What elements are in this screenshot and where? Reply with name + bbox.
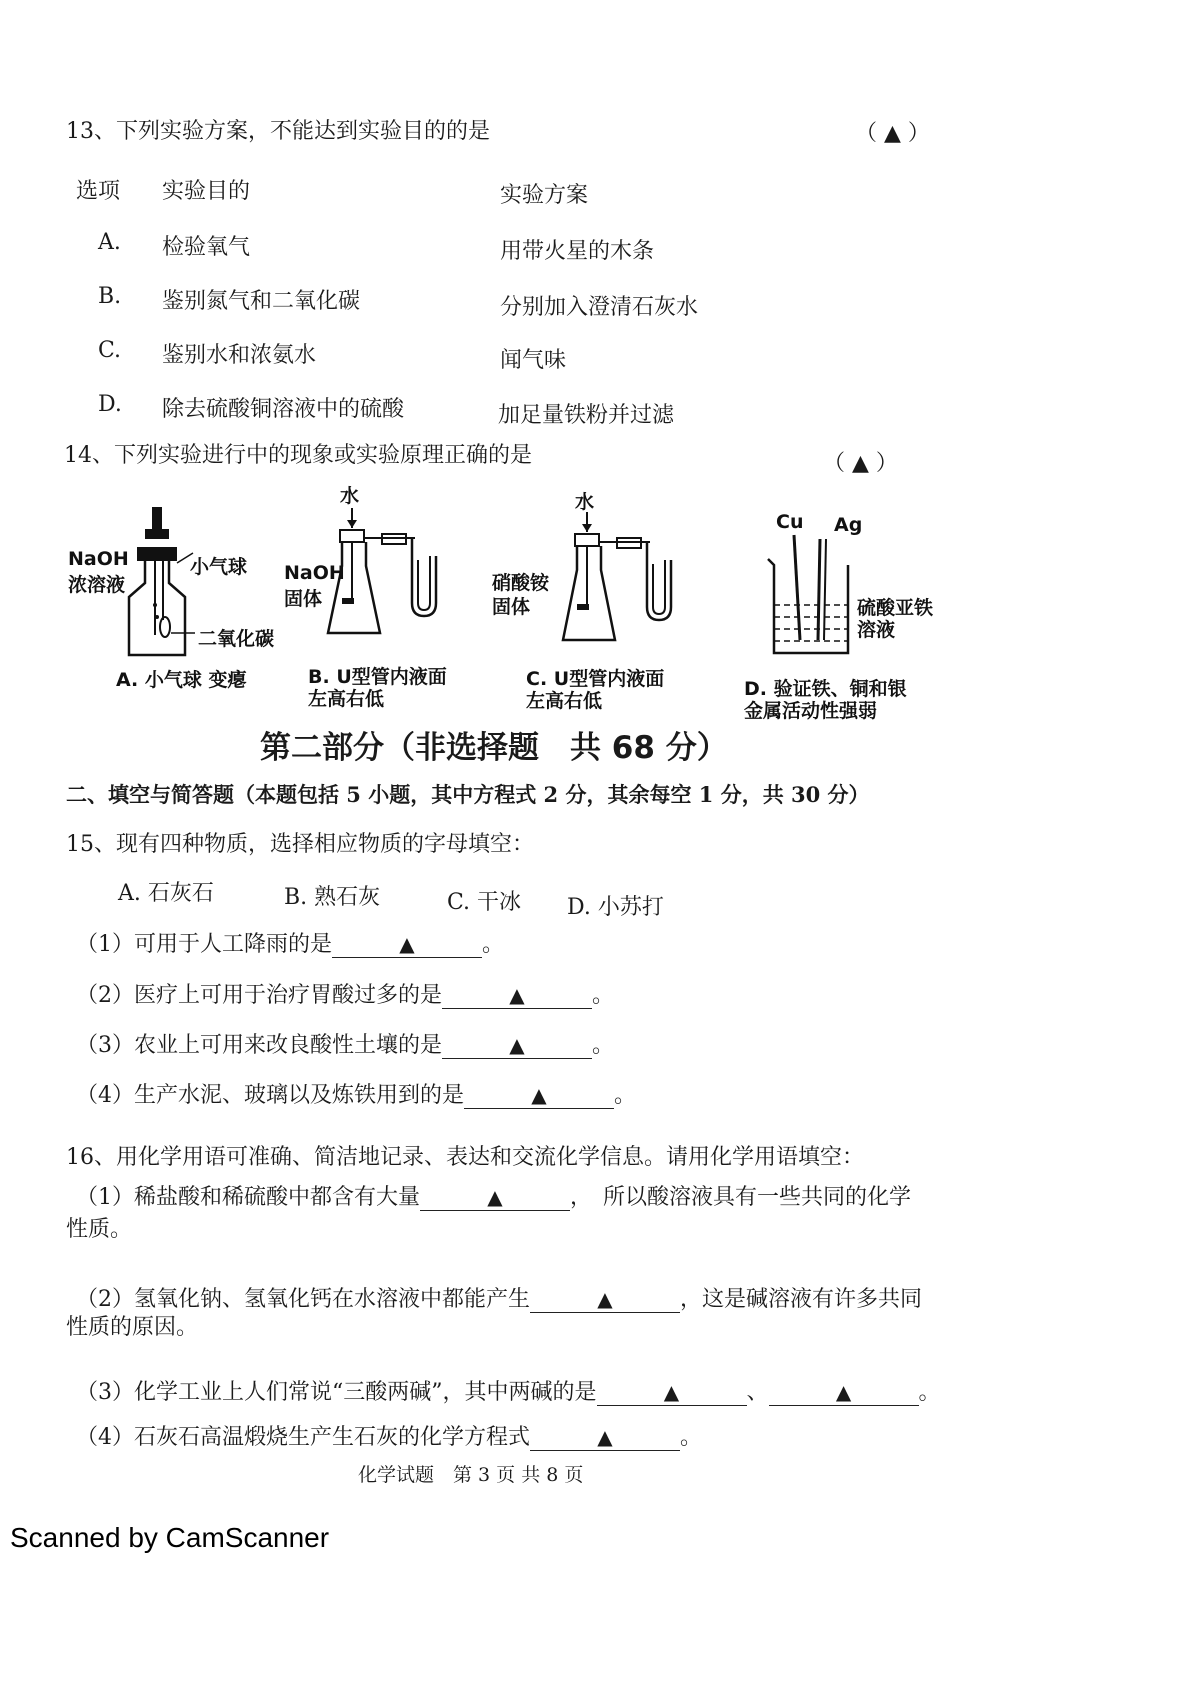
answer-marker-icon: ▲ [597, 1425, 613, 1449]
answer-marker-icon: ▲ [487, 1185, 503, 1209]
q16-item-2-after: ，这是碱溶液有许多共同 [680, 1287, 923, 1312]
q13-row-c-option: C. [98, 338, 122, 363]
answer-marker-icon: ▲ [399, 932, 415, 956]
camscanner-watermark: Scanned by CamScanner [10, 1522, 330, 1553]
answer-marker-icon: ▲ [663, 1380, 680, 1404]
q15-item-1-label: （1）可用于人工降雨的是 [76, 932, 332, 957]
q15-item-4-label: （4）生产水泥、玻璃以及炼铁用到的是 [76, 1083, 464, 1108]
figure-a-label-solution: 浓溶液 [68, 574, 126, 596]
figure-c-label-water: 水 [575, 491, 595, 513]
figure-c-flask-utube-drawing [555, 512, 695, 657]
q13-row-d-option: D. [98, 392, 122, 417]
q15-item-1-blank[interactable] [332, 931, 482, 958]
q15-item-1 [76, 927, 504, 958]
figure-a-label-balloon: 小气球 [190, 556, 248, 578]
q15-item-3-blank[interactable] [442, 1032, 592, 1059]
q15-option-d: D. 小苏打 [567, 895, 664, 920]
q13-row-d-goal: 除去硫酸铜溶液中的硫酸 [162, 397, 405, 422]
q16-item-1-after: ， 所以酸溶液具有一些共同的化学 [570, 1185, 912, 1210]
figure-b-caption-1: B. U型管内液面 [308, 666, 447, 688]
q16-item-1-continuation: 性质。 [66, 1217, 133, 1242]
figure-b-label-solid: 固体 [284, 588, 323, 610]
figure-b-label-naoh: NaOH [284, 562, 345, 584]
q16-item-1-label: （1）稀盐酸和稀硫酸中都含有大量 [76, 1185, 420, 1210]
answer-marker-icon: ▲ [509, 1033, 525, 1057]
q13-header-goal: 实验目的 [162, 179, 251, 204]
q15-option-b: B. 熟石灰 [284, 885, 381, 910]
q15-item-3 [76, 1028, 614, 1059]
q16-item-3-blank-1[interactable] [597, 1379, 747, 1406]
figure-b-caption-2: 左高右低 [308, 688, 385, 710]
q16-item-2-label: （2）氢氧化钠、氢氧化钙在水溶液中都能产生 [76, 1287, 530, 1312]
figure-d-caption-1: D. 验证铁、铜和银 [744, 678, 907, 700]
figure-d-caption-2: 金属活动性强弱 [744, 700, 878, 722]
q13-answer-bracket: （ ▲ ） [855, 121, 930, 146]
figure-a-caption: A. 小气球 变瘪 [116, 669, 247, 691]
figure-c-caption-2: 左高右低 [526, 690, 603, 712]
q13-header-option: 选项 [76, 179, 121, 204]
q15-item-3-label: （3）农业上可用来改良酸性土壤的是 [76, 1033, 442, 1058]
figure-d-label-feso4: 硫酸亚铁 [857, 597, 934, 619]
q16-item-3-blank-2[interactable] [769, 1379, 919, 1406]
q15-item-2-blank[interactable] [442, 982, 592, 1009]
q16-item-2-continuation: 性质的原因。 [66, 1315, 199, 1340]
q16-item-1 [76, 1180, 911, 1211]
figure-a-label-co2: 二氧化碳 [198, 628, 275, 650]
q15-stem: 15、现有四种物质，选择相应物质的字母填空： [66, 832, 534, 857]
q13-header-method: 实验方案 [500, 183, 589, 208]
q13-row-b-method: 分别加入澄清石灰水 [500, 295, 699, 320]
figure-a-label-naoh: NaOH [68, 548, 129, 570]
q15-item-4-blank[interactable] [464, 1082, 614, 1109]
q16-item-4 [76, 1420, 702, 1451]
figure-d-label-solution: 溶液 [857, 619, 896, 641]
q13-row-d-method: 加足量铁粉并过滤 [498, 403, 675, 428]
q16-item-4-label: （4）石灰石高温煅烧生产生石灰的化学方程式 [76, 1425, 530, 1450]
part2-title: 第二部分（非选择题 共 68 分） [260, 730, 728, 766]
q16-item-3 [76, 1375, 941, 1406]
q15-option-c: C. 干冰 [447, 890, 522, 915]
q16-item-4-blank[interactable] [530, 1424, 680, 1451]
answer-marker-icon: ▲ [835, 1380, 852, 1404]
q13-row-c-goal: 鉴别水和浓氨水 [162, 343, 317, 368]
q16-item-2-blank[interactable] [530, 1286, 680, 1313]
q15-item-4-end: 。 [614, 1083, 637, 1108]
figure-b-label-water: 水 [340, 485, 360, 507]
figure-c-caption-1: C. U型管内液面 [526, 668, 665, 690]
answer-marker-icon: ▲ [509, 983, 525, 1007]
q13-row-b-option: B. [98, 284, 122, 309]
page-footer: 化学试题 第 3 页 共 8 页 [358, 1464, 584, 1486]
q16-item-3-sep: 、 [746, 1380, 769, 1405]
q16-item-3-end: 。 [918, 1380, 941, 1405]
q16-stem: 16、用化学用语可准确、简洁地记录、表达和交流化学信息。请用化学用语填空： [66, 1145, 864, 1170]
q15-item-2-end: 。 [592, 983, 615, 1008]
answer-marker-icon: ▲ [597, 1287, 613, 1311]
q13-stem: 13、下列实验方案，不能达到实验目的的是 [66, 119, 490, 144]
figure-d-label-ag: Ag [834, 514, 863, 536]
figure-d-label-cu: Cu [776, 511, 804, 533]
q15-item-1-end: 。 [482, 932, 505, 957]
q15-item-2-label: （2）医疗上可用于治疗胃酸过多的是 [76, 983, 442, 1008]
q16-item-3-label: （3）化学工业上人们常说“三酸两碱”，其中两碱的是 [76, 1380, 597, 1405]
q16-item-4-end: 。 [680, 1425, 703, 1450]
q14-answer-bracket: （ ▲ ） [823, 451, 898, 476]
q13-row-a-method: 用带火星的木条 [500, 239, 655, 264]
q15-item-2 [76, 978, 614, 1009]
q14-stem: 14、下列实验进行中的现象或实验原理正确的是 [64, 443, 532, 468]
q16-item-2 [76, 1282, 922, 1313]
figure-c-label-nh4no3: 硝酸铵 [492, 572, 550, 594]
q13-row-a-option: A. [98, 230, 121, 255]
figure-c-label-solid: 固体 [492, 596, 531, 618]
q13-row-c-method: 闻气味 [500, 348, 567, 373]
section-heading: 二、填空与简答题（本题包括 5 小题，其中方程式 2 分，其余每空 1 分，共 30 分） [66, 782, 870, 807]
figure-d-beaker-drawing [766, 535, 866, 665]
q15-option-a: A. 石灰石 [118, 881, 214, 906]
q13-row-b-goal: 鉴别氮气和二氧化碳 [162, 289, 361, 314]
q15-item-4 [76, 1078, 636, 1109]
q15-item-3-end: 。 [592, 1033, 615, 1058]
q13-row-a-goal: 检验氧气 [162, 235, 251, 260]
q16-item-1-blank[interactable] [420, 1184, 570, 1211]
answer-marker-icon: ▲ [531, 1083, 547, 1107]
